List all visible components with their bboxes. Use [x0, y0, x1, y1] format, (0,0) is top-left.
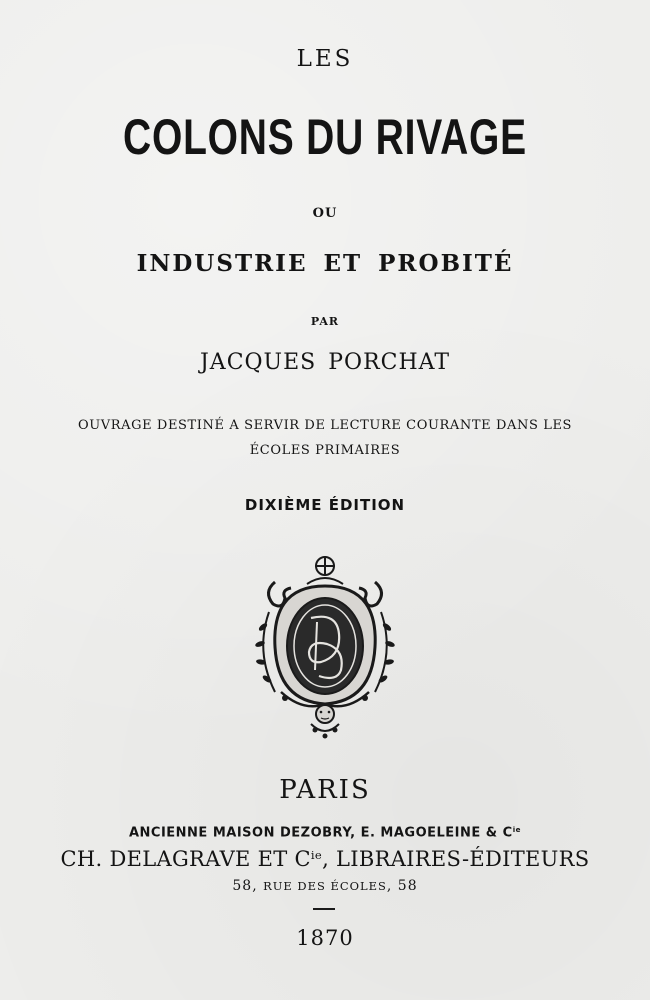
- publisher-city: PARIS: [279, 775, 371, 805]
- publisher-address: 58, RUE DES ÉCOLES, 58: [232, 878, 418, 894]
- publication-year: 1870: [296, 926, 354, 950]
- publisher-name: CH. DELAGRAVE ET $C^{ie}$, LIBRAIRES-ÉDITEURS: [60, 847, 590, 871]
- title-article: LES: [296, 46, 354, 72]
- description-line-2: ÉCOLES PRIMAIRES: [249, 443, 401, 458]
- description-line-1: OUVRAGE DESTINÉ A SERVIR DE LECTURE COURANTE DANS LES: [77, 418, 573, 433]
- publisher-former-house: ANCIENNE MAISON DEZOBRY, E. MAGOELEINE & $C^{ie}$: [128, 825, 522, 841]
- title-conjunction: OU: [312, 206, 338, 221]
- author-name: JACQUES PORCHAT: [199, 350, 451, 375]
- book-subtitle: INDUSTRIE ET PROBITÉ: [136, 250, 514, 277]
- author-preposition: PAR: [310, 315, 340, 328]
- divider-rule: [313, 908, 335, 910]
- edition-label: DIXIÈME ÉDITION: [244, 496, 406, 514]
- book-title: COLONS DU RIVAGE: [123, 109, 527, 165]
- publisher-emblem-icon: [245, 552, 405, 742]
